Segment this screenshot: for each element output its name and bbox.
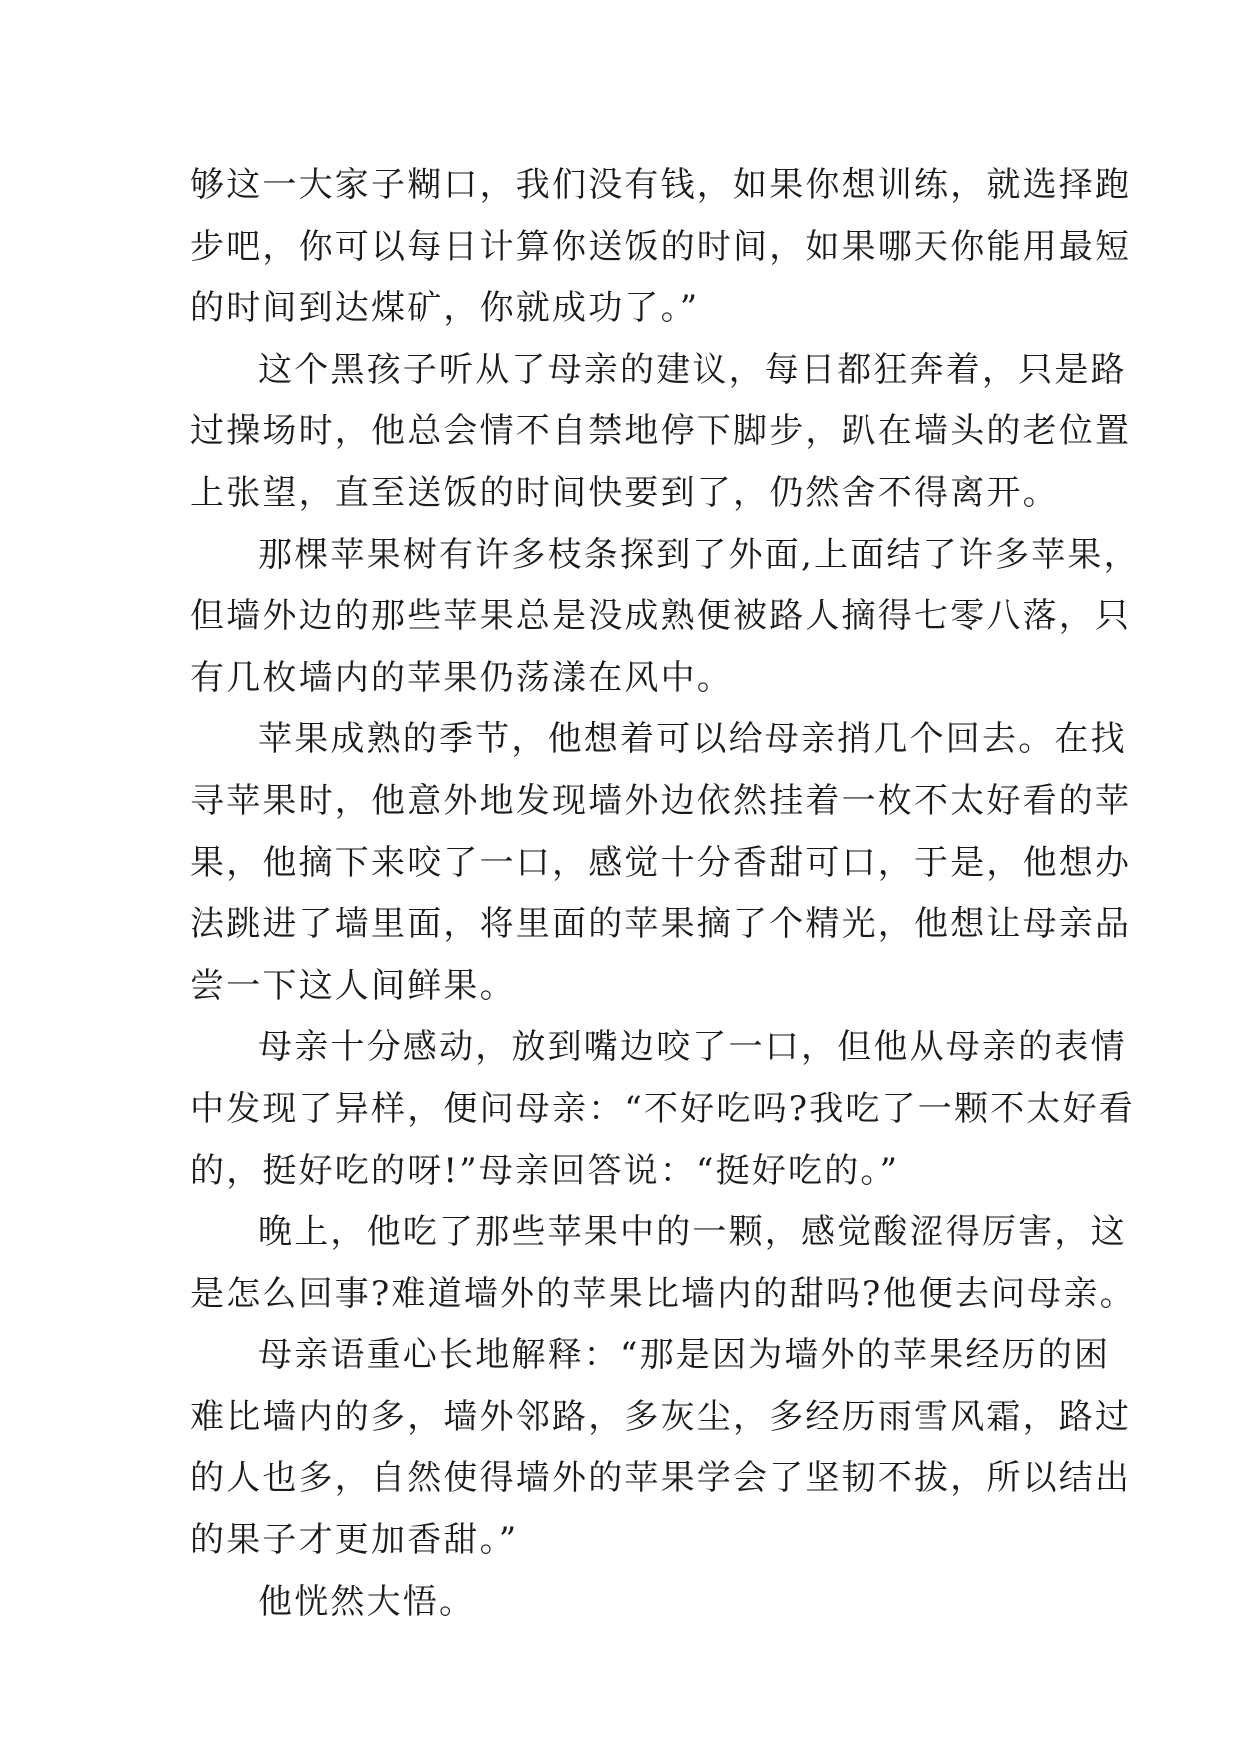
paragraph-first-line: 苹果成熟的季节，他想着可以给母亲捎几个回去。在找 [258,719,1127,760]
paragraph-first-line: 母亲语重心长地解释：“那是因为墙外的苹果经历的困 [258,1335,1111,1376]
text-line: 的果子才更加香甜。” [190,1520,519,1561]
text-line: 中发现了异样，便问母亲：“不好吃吗?我吃了一颗不太好看 [190,1088,1136,1129]
text-line: 够这一大家子糊口，我们没有钱，如果你想训练，就选择跑 [190,165,1132,205]
text-line: 难比墙内的多，墙外邻路，多灰尘，多经历雨雪风霜，路过 [190,1396,1132,1437]
paragraph-first-line: 那棵苹果树有许多枝条探到了外面,上面结了许多苹果， [258,534,1140,575]
text-line: 上张望，直至送饭的时间快要到了，仍然舍不得离开。 [190,472,1059,513]
text-line: 有几枚墙内的苹果仍荡漾在风中。 [190,657,733,698]
body-text [190,160,1140,1638]
text-line: 果，他摘下来咬了一口，感觉十分香甜可口，于是，他想办 [190,842,1132,883]
text-line: 但墙外边的那些苹果总是没成熟便被路人摘得七零八落，只 [190,596,1132,637]
paragraph-first-line: 母亲十分感动，放到嘴边咬了一口，但他从母亲的表情 [258,1027,1127,1068]
text-line: 过操场时，他总会情不自禁地停下脚步，趴在墙头的老位置 [190,411,1132,452]
text-line: 寻苹果时，他意外地发现墙外边依然挂着一枚不太好看的苹 [190,780,1132,821]
text-line: 法跳进了墙里面，将里面的苹果摘了个精光，他想让母亲品 [190,904,1132,945]
text-line: 步吧，你可以每日计算你送饭的时间，如果哪天你能用最短 [190,226,1132,267]
text-line: 是怎么回事?难道墙外的苹果比墙内的甜吗?他便去问母亲。 [190,1273,1136,1314]
text-line: 的人也多，自然使得墙外的苹果学会了坚韧不拔，所以结出 [190,1458,1132,1499]
text-line: 的时间到达煤矿，你就成功了。” [190,288,700,329]
paragraph-first-line: 这个黑孩子听从了母亲的建议，每日都狂奔着，只是路 [258,349,1127,390]
text-line: 尝一下这人间鲜果。 [190,965,516,1006]
paragraph-first-line: 晚上，他吃了那些苹果中的一颗，感觉酸涩得厉害，这 [258,1212,1127,1253]
paragraph-first-line: 他恍然大悟。 [258,1581,476,1622]
text-line: 的，挺好吃的呀!”母亲回答说：“挺好吃的。” [190,1150,900,1191]
